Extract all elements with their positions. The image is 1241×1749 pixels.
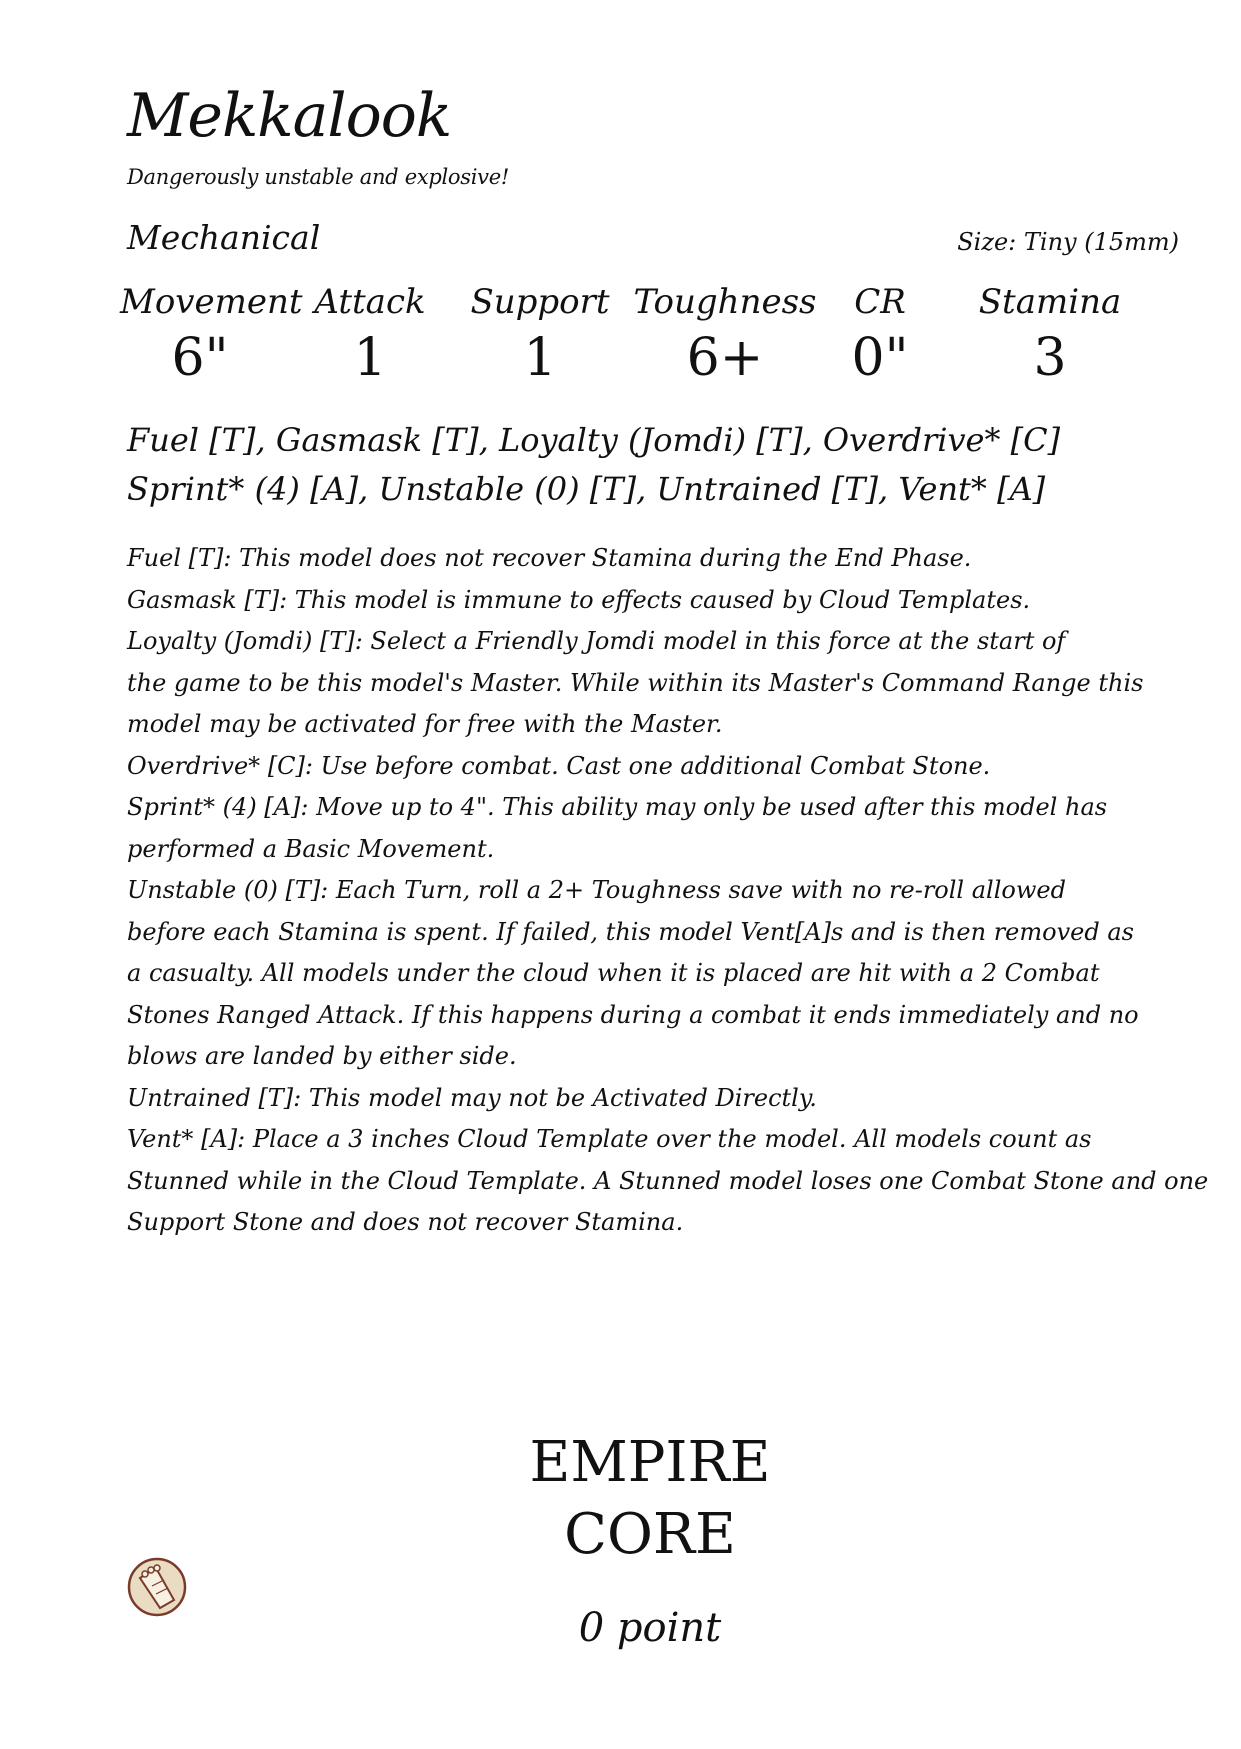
stat-value: 6+ (686, 328, 764, 388)
stat-stamina (970, 282, 1130, 388)
rule-line: Sprint* (4) [A]: Move up to 4". This ability may only be used after this model has (127, 793, 1108, 821)
stat-value: 6" (171, 328, 229, 388)
stat-label: Stamina (978, 282, 1122, 322)
rule-line: the game to be this model's Master. While within its Master's Command Range this (127, 668, 1144, 697)
abilities-summary (127, 416, 1060, 513)
rule-line: Gasmask [T]: This model is immune to effects caused by Cloud Templates. (127, 585, 1031, 614)
rule-line: Stones Ranged Attack. If this happens during a combat it ends immediately and no (127, 1000, 1139, 1029)
stat-cr (820, 282, 940, 388)
rule-line: Unstable (0) [T]: Each Turn, roll a 2+ Toughness save with no re-roll allowed (127, 876, 1066, 904)
rule-line: Untrained [T]: This model may not be Activated Directly. (127, 1083, 817, 1112)
stat-label: Attack (314, 282, 426, 322)
faction-logo-icon (126, 1556, 188, 1618)
rule-line: Overdrive* [C]: Use before combat. Cast one additional Combat Stone. (127, 751, 991, 780)
unit-size: Size: Tiny (15mm) (957, 228, 1179, 256)
rule-line: blows are landed by either side. (127, 1042, 517, 1070)
rule-line: Support Stone and does not recover Stamina. (127, 1208, 684, 1236)
abilities-line: Sprint* (4) [A], Unstable (0) [T], Untrained [T], Vent* [A] (127, 469, 1046, 508)
stat-block (120, 282, 1160, 392)
stat-value: 1 (523, 328, 557, 388)
faction-name: EMPIRE (529, 1430, 771, 1495)
rule-line: a casualty. All models under the cloud when it is placed are hit with a 2 Combat (127, 959, 1100, 987)
rule-line: performed a Basic Movement. (127, 834, 495, 863)
stat-label: Movement (120, 282, 303, 322)
stat-attack (295, 282, 445, 388)
unit-tagline: Dangerously unstable and explosive! (127, 165, 509, 189)
stat-value: 0" (851, 328, 909, 388)
rule-line: Loyalty (Jomdi) [T]: Select a Friendly Jomdi model in this force at the start of (127, 627, 1066, 655)
rule-line: Fuel [T]: This model does not recover Stamina during the End Phase. (127, 544, 972, 572)
stat-label: Support (470, 282, 610, 322)
unit-type: Mechanical (127, 218, 321, 257)
abilities-line: Fuel [T], Gasmask [T], Loyalty (Jomdi) [T], Overdrive* [C] (127, 421, 1061, 459)
rule-line: model may be activated for free with the Master. (127, 710, 723, 738)
points-cost: 0 point (578, 1605, 722, 1651)
stat-movement (120, 282, 303, 388)
unit-name: Mekkalook (127, 81, 452, 151)
stat-value: 3 (1033, 328, 1067, 388)
rule-line: before each Stamina is spent. If failed, this model Vent[A]s and is then removed as (127, 917, 1134, 946)
stat-label: Toughness (633, 282, 817, 322)
faction-subtype: CORE (564, 1502, 736, 1567)
stat-value: 1 (353, 328, 387, 388)
stat-toughness (630, 282, 820, 388)
stat-label: CR (854, 282, 906, 322)
rule-line: Vent* [A]: Place a 3 inches Cloud Template over the model. All models count as (127, 1125, 1092, 1153)
stat-support (460, 282, 620, 388)
rule-line: Stunned while in the Cloud Template. A Stunned model loses one Combat Stone and one (127, 1166, 1209, 1195)
rules-text (127, 538, 1209, 1244)
